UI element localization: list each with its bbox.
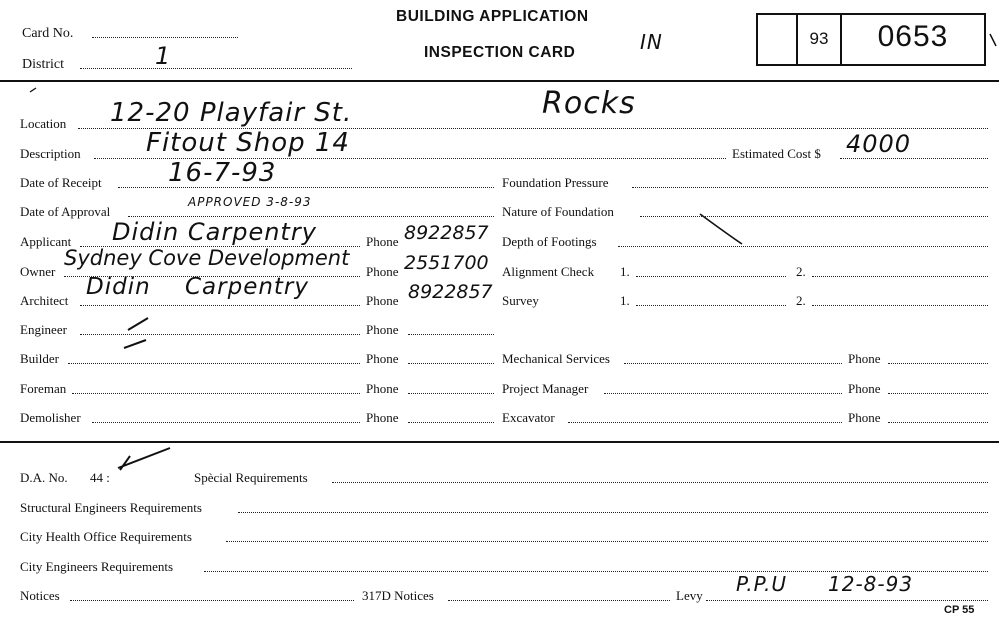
structural-label: Structural Engineers Requirements — [20, 500, 202, 515]
alignment-num-2: 2. — [796, 264, 806, 279]
architect-phone-value: 8922857 — [408, 281, 493, 303]
location-label: Location — [20, 116, 67, 131]
alignment-check-label: Alignment Check — [502, 264, 595, 279]
mechanical-phone-label: Phone — [848, 351, 881, 366]
date-receipt-value: 16-7-93 — [168, 158, 277, 188]
box-number: 0653 — [877, 20, 949, 53]
city-engineers-label: City Engineers Requirements — [20, 559, 174, 574]
depth-footings-label: Depth of Footings — [502, 234, 597, 249]
description-label: Description — [20, 146, 81, 161]
estimated-cost-label: Estimated Cost $ — [732, 146, 821, 161]
alignment-num-1: 1. — [620, 264, 630, 279]
applicant-phone-value: 8922857 — [404, 222, 489, 244]
form-code: CP 55 — [944, 604, 975, 616]
location-value: 12-20 Playfair St. — [110, 98, 353, 128]
applicant-label: Applicant — [20, 234, 72, 249]
owner-value: Sydney Cove Development — [64, 246, 350, 270]
pen-mark-engineer-tick — [128, 318, 148, 330]
foreman-label: Foreman — [20, 381, 67, 396]
health-label: City Health Office Requirements — [20, 529, 192, 544]
survey-label: Survey — [502, 293, 539, 308]
pen-mark-tick-left — [30, 88, 36, 92]
builder-phone-label: Phone — [366, 351, 399, 366]
owner-phone-label: Phone — [366, 264, 399, 279]
district-label: District — [22, 57, 64, 72]
page-title-line1: BUILDING APPLICATION — [396, 8, 589, 25]
demolisher-phone-label: Phone — [366, 410, 399, 425]
da-label: D.A. No. — [20, 470, 68, 485]
da-value: 44 : — [90, 470, 110, 485]
survey-num-2: 2. — [796, 293, 806, 308]
project-manager-phone-label: Phone — [848, 381, 881, 396]
box-prefix: 93 — [809, 29, 829, 48]
project-manager-label: Project Manager — [502, 381, 589, 396]
excavator-label: Excavator — [502, 410, 555, 425]
engineer-label: Engineer — [20, 322, 67, 337]
demolisher-label: Demolisher — [20, 410, 81, 425]
notices-label: Notices — [20, 588, 60, 603]
architect-label: Architect — [20, 293, 69, 308]
date-approval-label: Date of Approval — [20, 204, 111, 219]
mechanical-label: Mechanical Services — [502, 351, 610, 366]
estimated-cost-value: 4000 — [846, 130, 912, 158]
pen-mark-da-check — [118, 448, 170, 470]
description-value: Fitout Shop 14 — [146, 128, 350, 158]
architect-phone-label: Phone — [366, 293, 399, 308]
district-value: 1 — [155, 42, 172, 70]
owner-label: Owner — [20, 264, 56, 279]
foundation-pressure-label: Foundation Pressure — [502, 175, 609, 190]
excavator-phone-label: Phone — [848, 410, 881, 425]
levy-value: P.P.U — [736, 572, 787, 596]
architect-value: Didin Carpentry — [86, 274, 310, 300]
special-requirements-label: Spècial Requirements — [194, 470, 308, 485]
levy-date: 12-8-93 — [828, 572, 914, 596]
page-title-line2: INSPECTION CARD — [424, 44, 576, 61]
pen-mark-corner — [990, 34, 996, 46]
location-extra: Rocks — [542, 86, 636, 121]
foreman-phone-label: Phone — [366, 381, 399, 396]
survey-num-1: 1. — [620, 293, 630, 308]
pen-mark-foundation — [700, 214, 742, 244]
stamp-mark: IN — [640, 30, 663, 54]
notices-317d-label: 317D Notices — [362, 588, 434, 603]
applicant-phone-label: Phone — [366, 234, 399, 249]
engineer-phone-label: Phone — [366, 322, 399, 337]
levy-label: Levy — [676, 588, 703, 603]
owner-phone-value: 2551700 — [404, 252, 489, 274]
card-no-label: Card No. — [22, 26, 74, 41]
applicant-value: Didin Carpentry — [112, 218, 317, 246]
nature-foundation-label: Nature of Foundation — [502, 204, 614, 219]
date-approval-value: APPROVED 3-8-93 — [188, 195, 312, 209]
builder-label: Builder — [20, 351, 59, 366]
date-receipt-label: Date of Receipt — [20, 175, 102, 190]
pen-mark-engineer-dash — [124, 340, 146, 348]
